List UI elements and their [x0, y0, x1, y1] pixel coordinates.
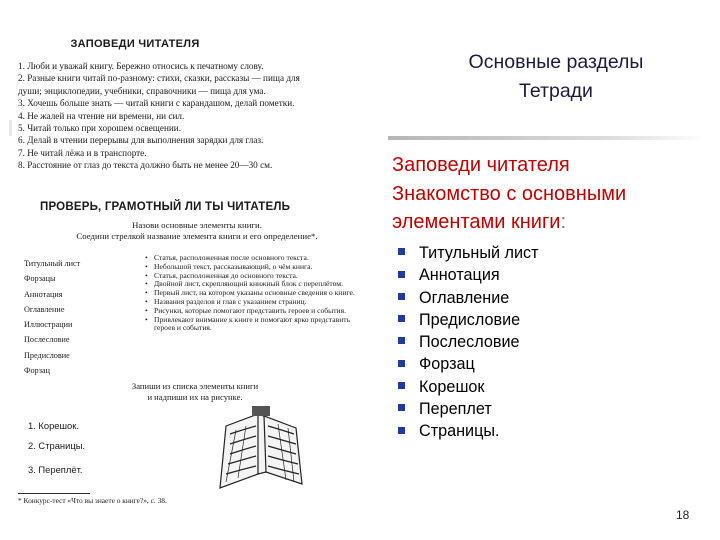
- square-bullet-icon: [398, 248, 405, 255]
- square-bullet-icon: [398, 293, 405, 300]
- book-elements-list: [398, 242, 539, 443]
- footnote-divider: [18, 493, 90, 494]
- list-item-label: Переплет: [419, 400, 492, 419]
- book-definitions-list: [144, 254, 372, 333]
- heading-line: Знакомство с основными: [392, 182, 627, 205]
- book-term: Оглавление: [24, 304, 65, 314]
- list-item: [398, 420, 539, 442]
- picture-label: 2. Страницы.: [28, 440, 86, 451]
- commandment-item: души; энциклопедии, учебники, справочники — пища для ума.: [18, 85, 266, 96]
- list-item-label: Форзац: [419, 355, 475, 374]
- picture-task-line: Запиши из списка элементы книги: [131, 381, 259, 391]
- reader-test-title: ПРОВЕРЬ, ГРАМОТНЫЙ ЛИ ТЫ ЧИТАТЕЛЬ: [40, 201, 291, 213]
- list-item-label: Послесловие: [419, 333, 520, 352]
- list-item-label: Страницы.: [419, 422, 500, 441]
- list-item: [398, 353, 539, 375]
- list-item-label: Титульный лист: [419, 244, 539, 262]
- list-item-label: Аннотация: [419, 266, 500, 285]
- square-bullet-icon: [398, 382, 405, 389]
- book-term: Иллюстрации: [24, 320, 73, 330]
- section-heading: [392, 151, 718, 237]
- book-definition: • Двойной лист, скрепляющий книжный блок с переплётом.: [144, 280, 372, 289]
- list-item: [398, 287, 539, 309]
- square-bullet-icon: [398, 315, 405, 322]
- square-bullet-icon: [398, 427, 405, 434]
- commandment-item: 3. Хочешь больше знать — читай книги с карандашом, делай пометки.: [18, 98, 295, 109]
- list-item: [398, 242, 539, 264]
- title-divider: [388, 136, 705, 140]
- list-item: [398, 331, 539, 353]
- picture-label: 1. Корешок.: [28, 420, 79, 431]
- book-term: Предисловие: [24, 350, 70, 360]
- book-term: Аннотация: [24, 289, 63, 299]
- square-bullet-icon: [398, 360, 405, 367]
- heading-text: элементами книги: [392, 211, 561, 233]
- book-definition: • Статья, расположенная после основного текста.: [144, 254, 372, 263]
- picture-task-line: и надпиши их на рисунке.: [147, 392, 243, 402]
- commandment-item: 2. Разные книги читай по-разному: стихи, сказки, рассказы — пища для: [18, 73, 300, 84]
- commandments-title: ЗАПОВЕДИ ЧИТАТЕЛЯ: [70, 38, 200, 50]
- commandments-list: [18, 60, 370, 172]
- list-item: [398, 309, 539, 331]
- list-item-label: Оглавление: [419, 288, 510, 307]
- commandment-item: 7. Не читай лёжа и в транспорте.: [18, 147, 147, 158]
- list-item-label: Предисловие: [419, 310, 521, 329]
- list-item-label: Корешок: [419, 377, 485, 396]
- commandment-item: 6. Делай в чтении перерывы для выполнения зарядки для глаз.: [18, 135, 264, 146]
- book-term: Форзацы: [24, 274, 56, 284]
- commandment-item: 5. Читай только при хорошем освещении.: [18, 123, 181, 134]
- list-item: [398, 376, 539, 398]
- book-term: Форзац: [24, 366, 51, 376]
- reader-test-task: [32, 220, 362, 242]
- book-spine-block: [252, 406, 270, 416]
- slide-title: [405, 48, 707, 106]
- book-definition: • Первый лист, на котором указаны основные сведения о книге.: [144, 289, 372, 298]
- task-line: Назови основные элементы книги.: [132, 220, 262, 230]
- picture-label: 3. Переплёт.: [28, 464, 83, 475]
- book-definition: • Привлекают внимание к книге и помогают ярко представить героев и события.: [144, 316, 372, 334]
- book-definition: • Названия разделов и глав с указанием страниц.: [144, 298, 372, 307]
- list-item: [398, 398, 539, 420]
- commandment-item: 1. Люби и уважай книгу. Бережно относись к печатному слову.: [18, 61, 264, 71]
- picture-task: [100, 381, 290, 403]
- commandment-item: 8. Расстояние от глаз до текста должно быть не менее 20—30 см.: [18, 160, 273, 171]
- picture-labels-list: [28, 414, 85, 482]
- square-bullet-icon: [398, 271, 405, 278]
- heading-colon: :: [560, 211, 567, 233]
- page-number: 18: [676, 508, 690, 522]
- book-definition: • Небольшой текст, рассказывающий, о чём книга.: [144, 263, 372, 272]
- footnote: * Конкурс-тест «Что вы знаете о книге?», с. 38.: [18, 496, 167, 505]
- scan-edge-mark: [9, 120, 12, 136]
- scanned-workbook-page: [10, 38, 372, 516]
- square-bullet-icon: [398, 337, 405, 344]
- square-bullet-icon: [398, 404, 405, 411]
- book-term: Титульный лист: [24, 259, 81, 268]
- book-terms-list: [24, 256, 134, 378]
- task-line: Соедини стрелкой название элемента книги и его определение*.: [76, 231, 318, 241]
- slide-title-line: Основные разделы: [468, 51, 644, 73]
- heading-line: Заповеди читателя: [392, 154, 570, 176]
- book-definition: • Статья, расположенная до основного текста.: [144, 272, 372, 281]
- slide-title-line: Тетради: [519, 80, 593, 102]
- book-term: Послесловие: [24, 335, 70, 345]
- open-book-illustration: [206, 404, 316, 500]
- commandment-item: 4. Не жалей на чтение ни времени, ни сил.: [18, 110, 185, 121]
- book-definition: • Рисунки, которые помогают представить героев и события.: [144, 307, 372, 316]
- list-item: [398, 264, 539, 286]
- heading-line: [392, 208, 718, 237]
